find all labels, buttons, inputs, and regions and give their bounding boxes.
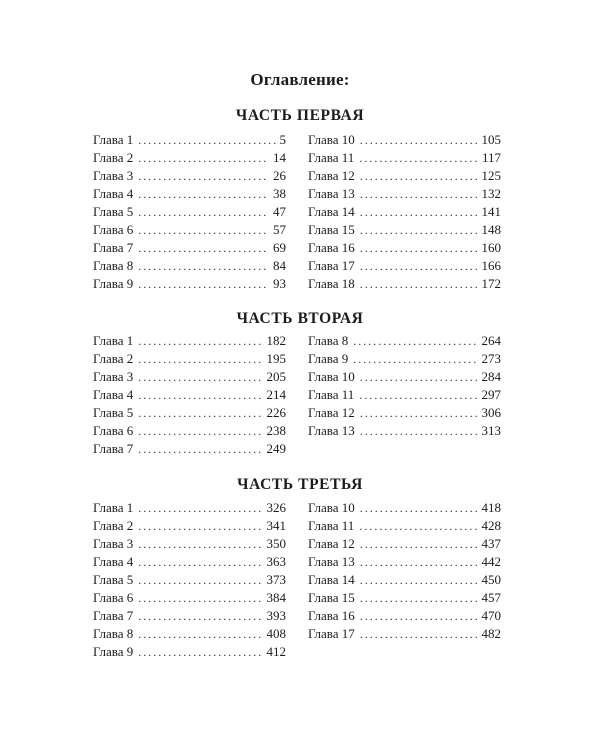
toc-entry	[308, 625, 501, 643]
dot-leader	[138, 239, 269, 257]
toc-entry	[308, 517, 501, 535]
page-number: 148	[481, 222, 501, 237]
dot-leader	[138, 499, 262, 517]
dot-leader	[138, 275, 269, 293]
dot-leader	[360, 221, 478, 239]
toc-entry	[93, 185, 286, 203]
toc-entry	[308, 167, 501, 185]
chapter-label: Глава 12	[308, 405, 355, 420]
dot-leader	[360, 257, 478, 275]
chapter-label: Глава 14	[308, 572, 355, 587]
page-number: 418	[481, 500, 501, 515]
chapter-label: Глава 2	[93, 351, 134, 366]
dot-leader	[138, 203, 269, 221]
chapter-label: Глава 10	[308, 132, 355, 147]
chapter-label: Глава 9	[308, 351, 349, 366]
page-number: 195	[266, 351, 286, 366]
toc-entry	[308, 535, 501, 553]
page-number: 117	[481, 150, 501, 165]
toc-entry	[93, 517, 286, 535]
toc-entry	[93, 149, 286, 167]
toc-entry	[308, 499, 501, 517]
dot-leader	[138, 386, 262, 404]
page-number: 284	[481, 369, 501, 384]
chapter-label: Глава 15	[308, 222, 355, 237]
toc-entry	[308, 185, 501, 203]
page-number: 326	[266, 500, 286, 515]
dot-leader	[360, 553, 478, 571]
chapter-label: Глава 5	[93, 572, 134, 587]
chapter-label: Глава 3	[93, 369, 134, 384]
page-number: 341	[266, 518, 286, 533]
toc-title: Оглавление:	[250, 70, 350, 89]
page-number: 182	[266, 333, 286, 348]
page-number: 384	[266, 590, 286, 605]
page-number: 442	[481, 554, 501, 569]
dot-leader	[353, 332, 477, 350]
chapter-label: Глава 1	[93, 500, 134, 515]
page-number: 297	[481, 387, 501, 402]
dot-leader	[360, 404, 478, 422]
dot-leader	[138, 404, 262, 422]
chapter-label: Глава 11	[308, 387, 355, 402]
toc-entry	[308, 257, 501, 275]
toc-entry	[93, 589, 286, 607]
chapter-label: Глава 9	[93, 276, 134, 291]
toc-entry	[93, 239, 286, 257]
chapter-label: Глава 4	[93, 554, 134, 569]
page-number: 412	[266, 644, 286, 659]
page-number: 350	[266, 536, 286, 551]
toc-entry	[308, 571, 501, 589]
chapter-label: Глава 1	[93, 132, 134, 147]
dot-leader	[360, 571, 478, 589]
page-number: 214	[266, 387, 286, 402]
chapter-label: Глава 16	[308, 608, 355, 623]
chapter-label: Глава 13	[308, 423, 355, 438]
toc-entry	[93, 571, 286, 589]
chapter-label: Глава 7	[93, 608, 134, 623]
toc-entry	[308, 589, 501, 607]
toc-entry	[308, 386, 501, 404]
chapter-label: Глава 18	[308, 276, 355, 291]
part-1-right-column	[308, 131, 501, 293]
chapter-label: Глава 2	[93, 150, 134, 165]
dot-leader	[138, 440, 262, 458]
toc-entry	[308, 239, 501, 257]
page-number: 38	[273, 186, 286, 201]
chapter-label: Глава 4	[93, 387, 134, 402]
toc-entry	[93, 167, 286, 185]
page-number: 450	[481, 572, 501, 587]
part-1-left-column	[93, 131, 286, 293]
toc-entry	[93, 386, 286, 404]
toc-entry	[308, 553, 501, 571]
dot-leader	[138, 185, 269, 203]
page-number: 408	[266, 626, 286, 641]
dot-leader	[360, 239, 478, 257]
dot-leader	[360, 625, 478, 643]
part-heading-1: ЧАСТЬ ПЕРВАЯ	[235, 107, 365, 124]
dot-leader	[138, 149, 269, 167]
page-number: 132	[481, 186, 501, 201]
chapter-label: Глава 12	[308, 536, 355, 551]
page-number: 313	[481, 423, 501, 438]
chapter-label: Глава 10	[308, 500, 355, 515]
chapter-label: Глава 5	[93, 405, 134, 420]
page-number: 428	[481, 518, 501, 533]
page-number: 226	[266, 405, 286, 420]
chapter-label: Глава 12	[308, 168, 355, 183]
toc-entry	[93, 553, 286, 571]
dot-leader	[138, 332, 262, 350]
dot-leader	[360, 368, 478, 386]
chapter-label: Глава 3	[93, 536, 134, 551]
toc-entry	[308, 275, 501, 293]
chapter-label: Глава 17	[308, 258, 355, 273]
chapter-label: Глава 13	[308, 554, 355, 569]
page-number: 457	[481, 590, 501, 605]
part-3-right-column	[308, 499, 501, 643]
toc-entry	[93, 332, 286, 350]
chapter-label: Глава 3	[93, 168, 134, 183]
dot-leader	[138, 517, 262, 535]
toc-entry	[308, 203, 501, 221]
dot-leader	[359, 149, 478, 167]
chapter-label: Глава 4	[93, 186, 134, 201]
chapter-label: Глава 15	[308, 590, 355, 605]
chapter-label: Глава 1	[93, 333, 134, 348]
toc-entry	[93, 131, 286, 149]
dot-leader	[138, 422, 262, 440]
dot-leader	[138, 643, 262, 661]
toc-entry	[93, 440, 286, 458]
page-number: 264	[481, 333, 501, 348]
chapter-label: Глава 9	[93, 644, 134, 659]
chapter-label: Глава 13	[308, 186, 355, 201]
chapter-label: Глава 14	[308, 204, 355, 219]
toc-entry	[93, 499, 286, 517]
chapter-label: Глава 11	[308, 150, 355, 165]
dot-leader	[138, 167, 269, 185]
dot-leader	[359, 517, 477, 535]
page-number: 160	[481, 240, 501, 255]
page-number: 84	[273, 258, 286, 273]
part-heading-2: ЧАСТЬ ВТОРАЯ	[236, 310, 364, 327]
chapter-label: Глава 5	[93, 204, 134, 219]
dot-leader	[360, 607, 478, 625]
toc-entry	[93, 607, 286, 625]
toc-entry	[308, 131, 501, 149]
toc-entry	[93, 203, 286, 221]
toc-entry	[308, 404, 501, 422]
toc-entry	[308, 221, 501, 239]
dot-leader	[359, 386, 477, 404]
toc-entry	[308, 149, 501, 167]
dot-leader	[138, 257, 269, 275]
chapter-label: Глава 17	[308, 626, 355, 641]
dot-leader	[360, 185, 478, 203]
page-number: 105	[481, 132, 501, 147]
page-number: 238	[266, 423, 286, 438]
toc-entry	[308, 368, 501, 386]
page-number: 273	[481, 351, 501, 366]
toc-entry	[93, 368, 286, 386]
chapter-label: Глава 8	[308, 333, 349, 348]
page-number: 249	[266, 441, 286, 456]
page-number: 5	[279, 132, 286, 147]
dot-leader	[360, 275, 478, 293]
dot-leader	[138, 571, 262, 589]
chapter-label: Глава 6	[93, 423, 134, 438]
dot-leader	[138, 553, 262, 571]
page-number: 141	[481, 204, 501, 219]
page-number: 205	[266, 369, 286, 384]
page-number: 93	[273, 276, 286, 291]
toc-entry	[93, 275, 286, 293]
toc-entry	[308, 332, 501, 350]
chapter-label: Глава 7	[93, 441, 134, 456]
page-number: 125	[481, 168, 501, 183]
dot-leader	[360, 131, 478, 149]
chapter-label: Глава 16	[308, 240, 355, 255]
toc-entry	[93, 404, 286, 422]
page-number: 166	[481, 258, 501, 273]
dot-leader	[138, 589, 262, 607]
dot-leader	[138, 350, 262, 368]
toc-entry	[93, 643, 286, 661]
dot-leader	[360, 589, 478, 607]
dot-leader	[138, 368, 262, 386]
page-number: 14	[273, 150, 286, 165]
dot-leader	[138, 535, 262, 553]
dot-leader	[360, 203, 478, 221]
chapter-label: Глава 7	[93, 240, 134, 255]
dot-leader	[138, 131, 275, 149]
dot-leader	[138, 221, 269, 239]
toc-entry	[308, 422, 501, 440]
page-number: 470	[481, 608, 501, 623]
page-number: 373	[266, 572, 286, 587]
page-number: 57	[273, 222, 286, 237]
toc-entry	[93, 535, 286, 553]
toc-entry	[308, 350, 501, 368]
dot-leader	[360, 422, 478, 440]
toc-entry	[93, 625, 286, 643]
part-heading-3: ЧАСТЬ ТРЕТЬЯ	[237, 476, 363, 493]
dot-leader	[360, 535, 478, 553]
chapter-label: Глава 6	[93, 590, 134, 605]
chapter-label: Глава 2	[93, 518, 134, 533]
part-3-left-column	[93, 499, 286, 661]
page-number: 393	[266, 608, 286, 623]
chapter-label: Глава 10	[308, 369, 355, 384]
page-number: 26	[273, 168, 286, 183]
toc-entry	[93, 350, 286, 368]
page-number: 363	[266, 554, 286, 569]
page-number: 172	[481, 276, 501, 291]
chapter-label: Глава 6	[93, 222, 134, 237]
part-2-left-column	[93, 332, 286, 458]
chapter-label: Глава 11	[308, 518, 355, 533]
part-2-right-column	[308, 332, 501, 440]
dot-leader	[353, 350, 477, 368]
chapter-label: Глава 8	[93, 626, 134, 641]
toc-entry	[308, 607, 501, 625]
page-number: 69	[273, 240, 286, 255]
dot-leader	[360, 167, 478, 185]
chapter-label: Глава 8	[93, 258, 134, 273]
page-number: 482	[481, 626, 501, 641]
toc-entry	[93, 422, 286, 440]
page-number: 306	[481, 405, 501, 420]
dot-leader	[138, 607, 262, 625]
page-number: 437	[481, 536, 501, 551]
dot-leader	[138, 625, 262, 643]
dot-leader	[360, 499, 478, 517]
toc-entry	[93, 257, 286, 275]
page-number: 47	[273, 204, 286, 219]
toc-entry	[93, 221, 286, 239]
